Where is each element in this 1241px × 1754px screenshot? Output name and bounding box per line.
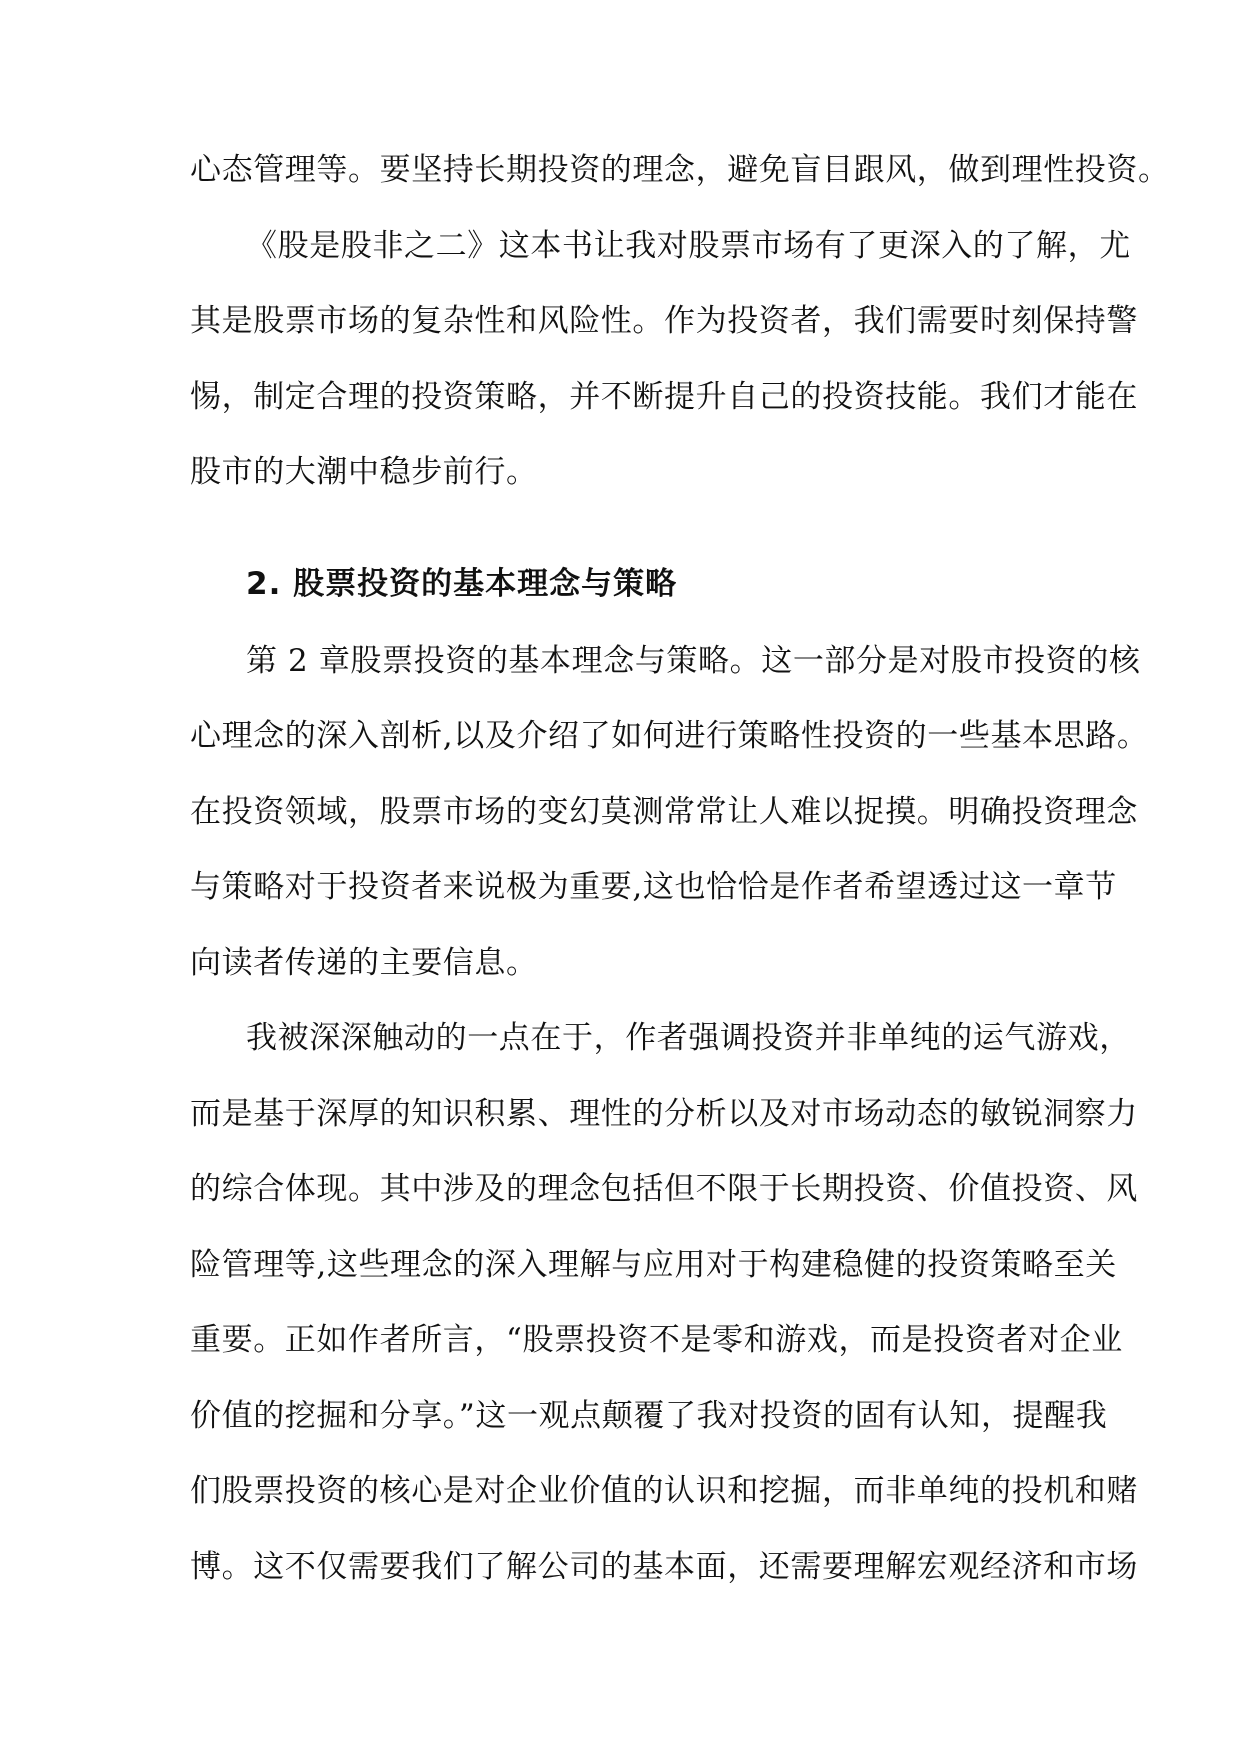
- paragraph-2-line-1: 《股是股非之二》这本书让我对股票市场有了更深入的了解，尤: [246, 228, 1131, 264]
- paragraph-4-line-3: 的综合体现。其中涉及的理念包括但不限于长期投资、价值投资、风: [190, 1171, 1138, 1207]
- paragraph-3-line-5: 向读者传递的主要信息。: [190, 945, 538, 981]
- paragraph-4-line-7: 们股票投资的核心是对企业价值的认识和挖掘，而非单纯的投机和赌: [190, 1473, 1138, 1509]
- paragraph-3-line-2: 心理念的深入剖析,以及介绍了如何进行策略性投资的一些基本思路。: [190, 718, 1149, 754]
- paragraph-4-line-2: 而是基于深厚的知识积累、理性的分析以及对市场动态的敏锐洞察力: [190, 1096, 1138, 1132]
- paragraph-4-line-4: 险管理等,这些理念的深入理解与应用对于构建稳健的投资策略至关: [190, 1247, 1117, 1283]
- paragraph-3-line-3: 在投资领域，股票市场的变幻莫测常常让人难以捉摸。明确投资理念: [190, 794, 1138, 830]
- paragraph-4-line-1: 我被深深触动的一点在于，作者强调投资并非单纯的运气游戏，: [246, 1020, 1131, 1056]
- section-heading: 2. 股票投资的基本理念与策略: [246, 566, 678, 602]
- paragraph-4-line-8: 博。这不仅需要我们了解公司的基本面，还需要理解宏观经济和市场: [190, 1549, 1138, 1585]
- paragraph-2-line-4: 股市的大潮中稳步前行。: [190, 454, 538, 490]
- paragraph-4-line-5: 重要。正如作者所言，“股票投资不是零和游戏，而是投资者对企业: [190, 1322, 1123, 1358]
- paragraph-2-line-3: 惕，制定合理的投资策略，并不断提升自己的投资技能。我们才能在: [190, 379, 1138, 415]
- paragraph-3-line-1: 第 2 章股票投资的基本理念与策略。这一部分是对股市投资的核: [246, 643, 1141, 679]
- paragraph-3-line-4: 与策略对于投资者来说极为重要,这也恰恰是作者希望透过这一章节: [190, 869, 1117, 905]
- paragraph-1-line-1: 心态管理等。要坚持长期投资的理念，避免盲目跟风，做到理性投资。: [190, 152, 1170, 188]
- paragraph-4-line-6: 价值的挖掘和分享。”这一观点颠覆了我对投资的固有认知，提醒我: [190, 1398, 1108, 1434]
- paragraph-2-line-2: 其是股票市场的复杂性和风险性。作为投资者，我们需要时刻保持警: [190, 303, 1138, 339]
